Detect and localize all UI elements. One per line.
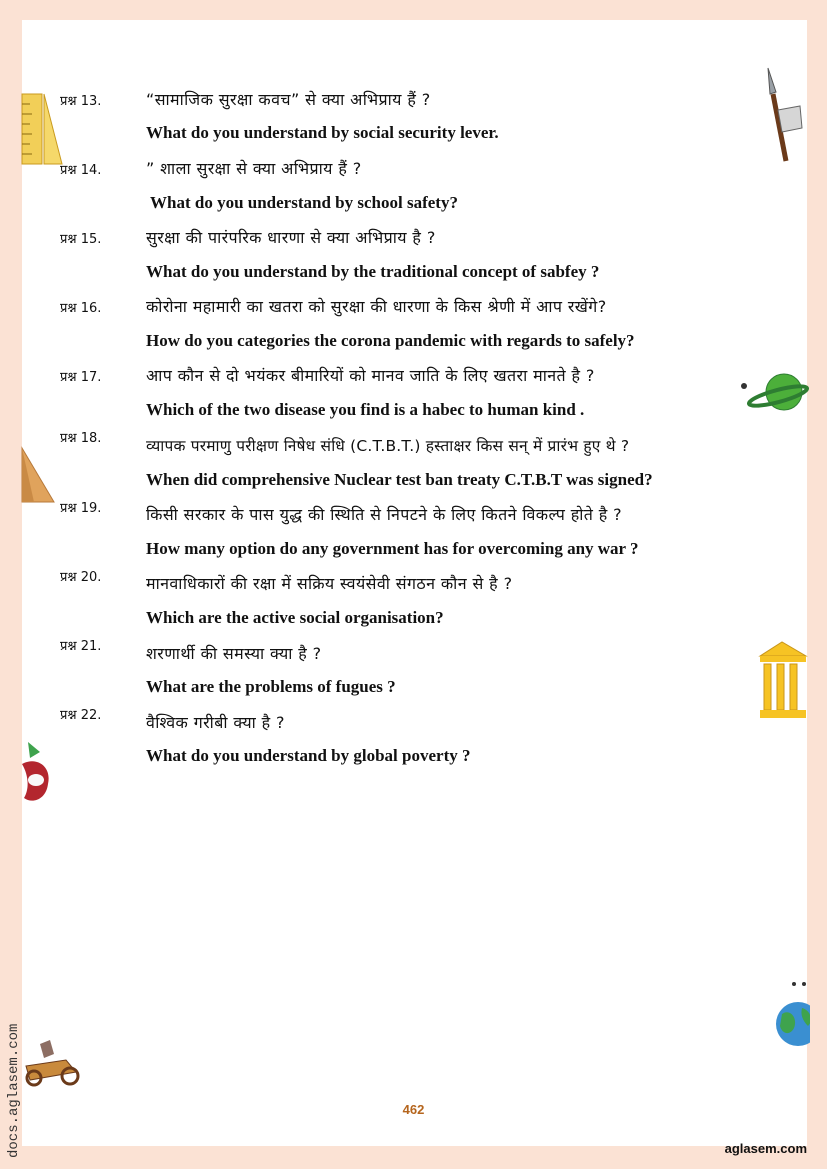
apple-icon [18,740,58,806]
question-number: प्रश्न 20. [60,570,102,585]
question-number: प्रश्न 19. [60,501,102,516]
planet-icon [740,370,810,416]
question-text-hindi: किसी सरकार के पास युद्ध की स्थिति से निपटने के लिए कितने विकल्प होते है ? [146,505,623,524]
question-text-english: What are the problems of fugues ? [146,677,396,696]
question-number: प्रश्न 17. [60,370,102,385]
pillar-temple-icon [758,640,808,720]
pyramid-icon [20,440,56,504]
question-text-hindi: मानवाधिकारों की रक्षा में सक्रिय स्वयंसेवी संगठन कौन से है ? [146,574,513,593]
brand-link[interactable]: aglasem.com [724,1141,807,1156]
question-text-english: What do you understand by the traditional concept of sabfey ? [146,262,600,281]
question-text-english: Which are the active social organisation? [146,608,444,627]
question-text-hindi: शरणार्थी की समस्या क्या है ? [146,644,322,663]
chariot-icon [20,1036,82,1090]
question-text-english: How do you categories the corona pandemic with regards to safely? [146,331,635,350]
question-number: प्रश्न 21. [60,639,102,654]
spear-warrior-icon [760,66,810,166]
question-number: प्रश्न 15. [60,232,102,247]
question-text-hindi: “सामाजिक सुरक्षा कवच” से क्या अभिप्राय हैं ? [146,90,431,109]
question-text-english: Which of the two disease you find is a habec to human kind . [146,400,585,419]
question-number: प्रश्न 18. [60,431,102,446]
page-number: 462 [402,1102,425,1117]
question-text-english: What do you understand by social security lever. [146,123,499,142]
question-number: प्रश्न 22. [60,708,102,723]
question-text-hindi: सुरक्षा की पारंपरिक धारणा से क्या अभिप्राय है ? [146,228,436,247]
question-text-english: What do you understand by global poverty ? [146,746,471,765]
question-text-hindi: व्यापक परमाणु परीक्षण निषेध संधि (C.T.B.T.) हस्ताक्षर किस सन् में प्रारंभ हुए थे ? [146,437,630,455]
question-text-english: What do you understand by school safety? [150,193,458,212]
watermark-text: docs.aglasem.com [6,1023,22,1158]
question-text-english: How many option do any government has for overcoming any war ? [146,539,639,558]
question-text-english: When did comprehensive Nuclear test ban treaty C.T.B.T was signed? [146,470,653,489]
question-text-hindi: ” शाला सुरक्षा से क्या अभिप्राय हैं ? [146,159,362,178]
question-text-hindi: वैश्विक गरीबी क्या है ? [146,713,285,732]
globe-icon [770,978,810,1050]
question-text-hindi: कोरोना महामारी का खतरा को सुरक्षा की धारणा के किस श्रेणी में आप रखेंगे? [146,297,607,316]
question-number: प्रश्न 14. [60,163,102,178]
ruler-triangle-icon [18,92,64,166]
question-number: प्रश्न 13. [60,94,102,109]
question-text-hindi: आप कौन से दो भयंकर बीमारियों को मानव जाति के लिए खतरा मानते है ? [146,366,595,385]
question-number: प्रश्न 16. [60,301,102,316]
